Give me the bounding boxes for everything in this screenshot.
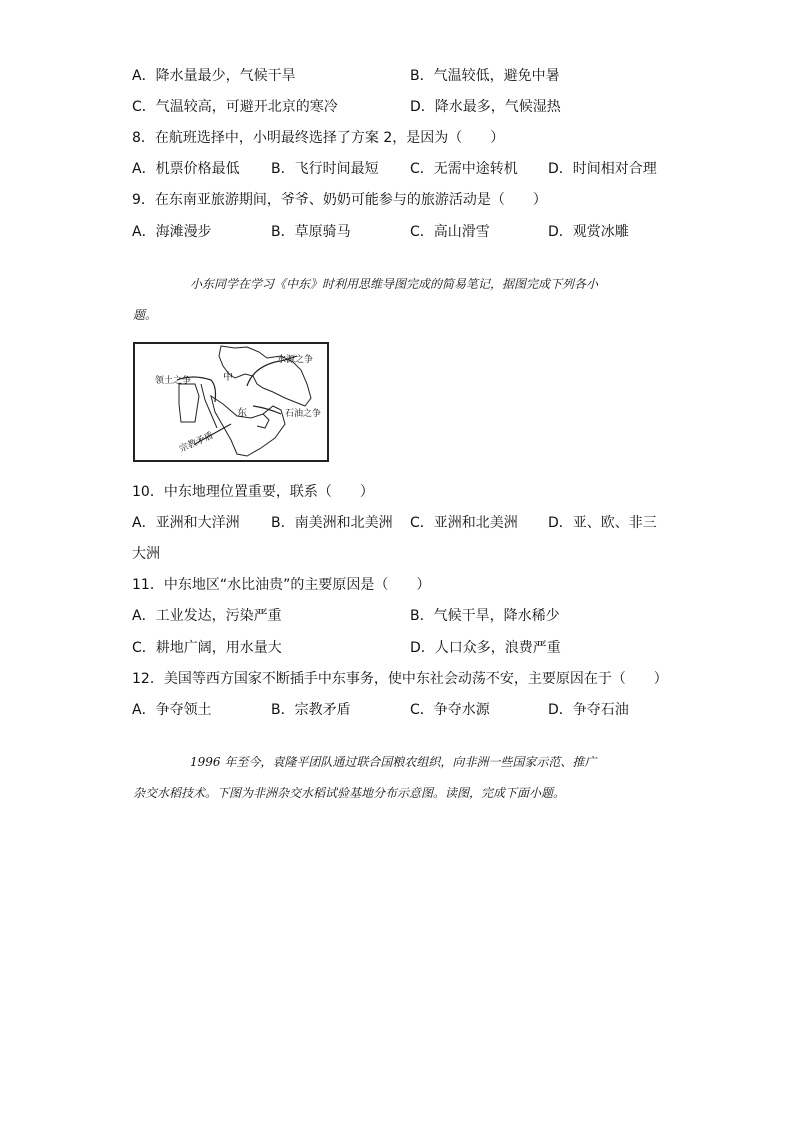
q9-option-c: C．高山滑雪	[410, 224, 490, 240]
mideast-map-svg	[135, 344, 327, 460]
water-label: 水源之争	[277, 355, 314, 365]
africa-intro-line1: 1996 年至今，袁隆平团队通过联合国粮农组织，向非洲一些国家示范、推广	[190, 755, 597, 769]
oil-label: 石油之争	[285, 409, 322, 419]
territory-label: 领土之争	[155, 376, 192, 386]
q8-option-d: D．时间相对合理	[548, 161, 657, 177]
q9-option-a: A．海滩漫步	[132, 224, 212, 240]
q7-option-a: A．降水量最少，气候干旱	[132, 68, 296, 84]
q12-option-c: C．争夺水源	[410, 702, 490, 718]
q8-option-a: A．机票价格最低	[132, 161, 240, 177]
q8-option-c: C．无需中途转机	[410, 161, 518, 177]
q8-stem: 8．在航班选择中，小明最终选择了方案 2，是因为（ ）	[132, 130, 505, 146]
red-sea-coast	[201, 384, 217, 428]
q10-option-d: D．亚、欧、非三	[548, 515, 657, 531]
q11-option-d: D．人口众多，浪费严重	[410, 640, 561, 656]
q11-option-c: C．耕地广阔，用水量大	[132, 640, 282, 656]
q11-option-b: B．气候干旱，降水稀少	[410, 608, 560, 624]
oil-curve	[253, 406, 281, 414]
mideast-intro-line2: 题。	[133, 308, 158, 322]
q7-option-d: D．降水最多，气候湿热	[410, 99, 561, 115]
q10-option-d-continued: 大洲	[132, 546, 160, 562]
q10-option-c: C．亚洲和北美洲	[410, 515, 518, 531]
mideast-mindmap-figure	[133, 342, 329, 462]
q8-option-b: B．飞行时间最短	[271, 161, 379, 177]
q9-stem: 9．在东南亚旅游期间，爷爷、奶奶可能参与的旅游活动是（ ）	[132, 192, 547, 208]
africa-intro-line2: 杂交水稻技术。下图为非洲杂交水稻试验基地分布示意图。读图，完成下面小题。	[133, 786, 566, 800]
mideast-intro-line1: 小东同学在学习《中东》时利用思维导图完成的简易笔记，据图完成下列各小	[190, 277, 599, 291]
q9-option-d: D．观赏冰雕	[548, 224, 629, 240]
arabian-peninsula	[211, 396, 285, 456]
q12-option-b: B．宗教矛盾	[271, 702, 351, 718]
q7-option-c: C．气温较高，可避开北京的寒冷	[132, 99, 338, 115]
q11-option-a: A．工业发达，污染严重	[132, 608, 282, 624]
q10-stem: 10．中东地理位置重要，联系（ ）	[132, 484, 374, 500]
q7-option-b: B．气温较低，避免中暑	[410, 68, 560, 84]
map-char-dong: 东	[237, 408, 247, 419]
map-char-zhong: 中	[223, 372, 233, 383]
q12-option-a: A．争夺领土	[132, 702, 212, 718]
q10-option-b: B．南美洲和北美洲	[271, 515, 393, 531]
gulf-coast	[257, 414, 269, 428]
religion-label: 宗教矛盾	[178, 430, 216, 455]
q11-stem: 11．中东地区“水比油贵”的主要原因是（ ）	[132, 577, 431, 593]
q12-option-d: D．争夺石油	[548, 702, 629, 718]
egypt-border	[179, 384, 199, 422]
q12-stem: 12．美国等西方国家不断插手中东事务，使中东社会动荡不安，主要原因在于（ ）	[132, 671, 668, 687]
q9-option-b: B．草原骑马	[271, 224, 351, 240]
q10-option-a: A．亚洲和大洋洲	[132, 515, 240, 531]
